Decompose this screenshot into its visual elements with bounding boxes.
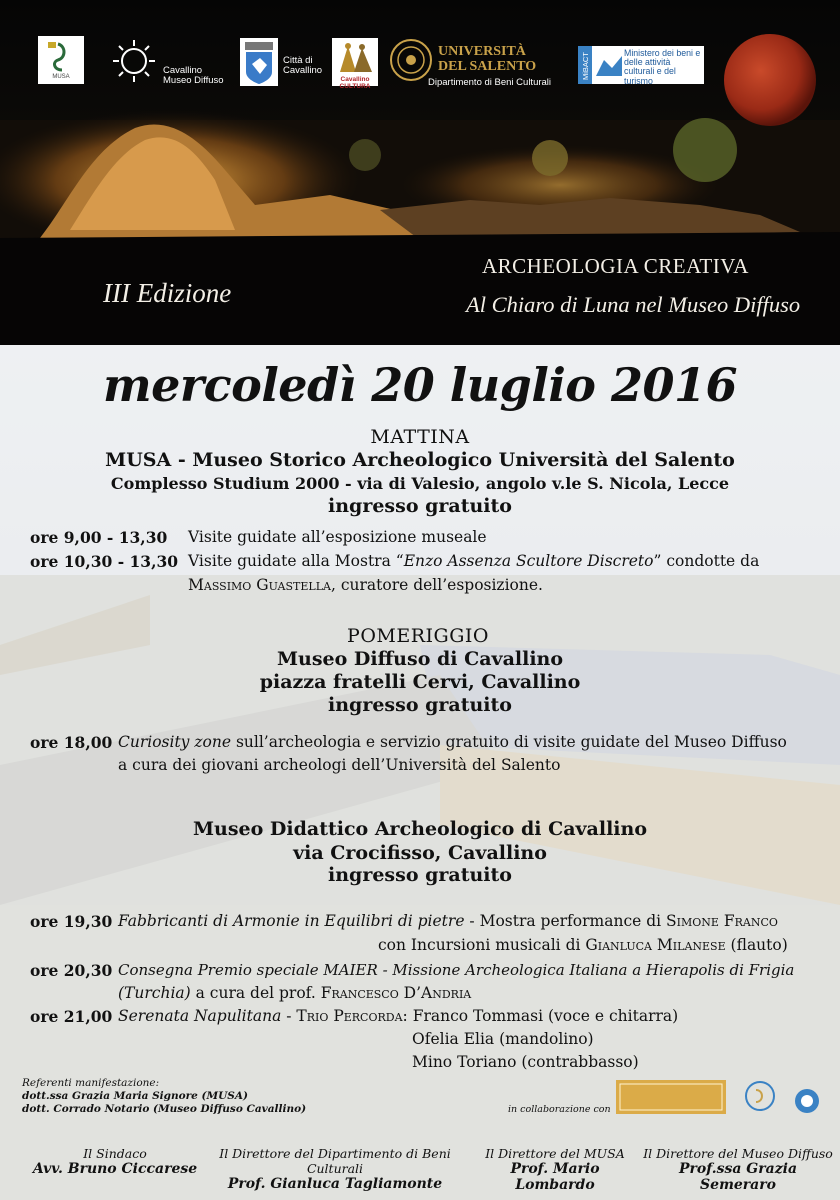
signature-direttore-dipartimento: [190, 1146, 480, 1192]
signature-role: Il Direttore del MUSA: [485, 1146, 625, 1161]
event-description-line2: a cura dei giovani archeologi dell’Università del Salento: [118, 756, 561, 774]
mibact-logo: [578, 46, 704, 84]
collaboration-label: in collaborazione con: [508, 1104, 611, 1115]
contacts-label: Referenti manifestazione:: [22, 1077, 160, 1089]
person-name: Francesco D’Andria: [320, 984, 472, 1002]
afternoon-venue: Museo Diffuso di Cavallino: [276, 648, 564, 670]
signature-direttore-museo-diffuso: [640, 1146, 836, 1193]
person-name: Trio Percorda: [296, 1007, 403, 1025]
event-description: [118, 1007, 678, 1025]
universita-seal-icon: [389, 38, 433, 82]
event-text: - Mostra performance di: [464, 912, 667, 930]
signature-role: Il Direttore del Dipartimento di Beni Culturali: [219, 1146, 451, 1176]
partner-logo-cooperativa: [744, 1080, 776, 1116]
citta-cavallino-crest: [240, 38, 278, 86]
event-description: [118, 733, 787, 751]
event-description: [188, 552, 759, 570]
event-text: con Incursioni musicali di: [378, 936, 586, 954]
series-title: ARCHEOLOGIA CREATIVA: [482, 254, 749, 278]
event-title: Fabbricanti di Armonie in Equilibri di pietre: [118, 912, 465, 930]
morning-address: Complesso Studium 2000 - via di Valesio, angolo v.le S. Nicola, Lecce: [110, 474, 730, 493]
citta-di-cavallino-label: Città di Cavallino: [283, 55, 323, 76]
cavallino-cultura-logo: [332, 38, 378, 90]
event-time: ore 18,00: [30, 733, 113, 752]
event-text: Visite guidate alla Mostra “: [188, 552, 404, 570]
exhibition-title: Enzo Assenza Scultore Discreto: [403, 552, 654, 570]
mibact-emblem-icon: [594, 50, 624, 80]
universita-name: UNIVERSITÀ DEL SALENTO: [438, 44, 537, 74]
morning-venue: MUSA - Museo Storico Archeologico Università del Salento: [105, 449, 735, 471]
signature-role: Il Direttore del Museo Diffuso: [643, 1146, 833, 1161]
musa-logo: [38, 36, 84, 84]
event-time: ore 20,30: [30, 961, 113, 980]
event-text: ” condotte da: [653, 552, 760, 570]
afternoon-address: piazza fratelli Cervi, Cavallino: [259, 671, 581, 693]
signature-name: Prof.ssa Grazia Semeraro: [678, 1161, 798, 1193]
event-time: ore 19,30: [30, 912, 113, 931]
signature-direttore-musa: [470, 1146, 640, 1193]
event-description-line2: [118, 984, 471, 1002]
event-description: [118, 912, 778, 930]
partner-logo-arvu: [616, 1080, 726, 1114]
afternoon-entry: ingresso gratuito: [328, 694, 512, 716]
event-time: ore 10,30 - 13,30: [30, 552, 179, 571]
event-text: , curatore dell’esposizione.: [330, 576, 543, 594]
person-name: Massimo Guastella: [188, 576, 331, 594]
morning-heading: MATTINA: [370, 426, 470, 448]
event-text: -: [281, 1007, 297, 1025]
event-text: sull’archeologia e servizio gratuito di visite guidate del Museo Diffuso: [231, 733, 787, 751]
contact-line: dott.ssa Grazia Maria Signore (MUSA): [22, 1090, 248, 1103]
event-title: (Turchia): [118, 984, 191, 1002]
mibact-band: [578, 46, 592, 84]
contacts-block: [22, 1077, 306, 1116]
event-time: ore 9,00 - 13,30: [30, 528, 168, 547]
event-description-line2: [378, 936, 788, 954]
edition-label: III Edizione: [103, 278, 232, 308]
museo-diffuso-sun-icon: [103, 38, 165, 84]
cultura-figures-icon: [332, 38, 378, 76]
performer-line: Ofelia Elia (mandolino): [412, 1030, 594, 1048]
person-name: Simone Franco: [666, 912, 778, 930]
header-photo: [0, 0, 840, 345]
person-name: Gianluca Milanese: [585, 936, 726, 954]
main-date-headline: mercoledì 20 luglio 2016: [102, 358, 738, 412]
series-subtitle: Al Chiaro di Luna nel Museo Diffuso: [466, 292, 801, 317]
cavallino-cultura-label: Cavallino CULTURA: [339, 76, 371, 90]
event-description: Visite guidate all’esposizione museale: [188, 528, 487, 546]
afternoon-heading: POMERIGGIO: [347, 625, 489, 647]
event-title: Curiosity zone: [118, 733, 232, 751]
performer-line: Mino Toriano (contrabbasso): [412, 1053, 639, 1071]
evening-address: via Crocifisso, Cavallino: [293, 842, 547, 864]
evening-entry: ingresso gratuito: [328, 864, 512, 886]
partner-logo-round: [792, 1086, 822, 1116]
morning-entry: ingresso gratuito: [328, 495, 512, 517]
museo-diffuso-logo-label: Cavallino Museo Diffuso: [163, 65, 224, 86]
event-title: Serenata Napulitana: [118, 1007, 282, 1025]
musa-logo-label: MUSA: [52, 74, 70, 80]
event-text: (flauto): [725, 936, 788, 954]
event-text: a cura del prof.: [190, 984, 321, 1002]
event-text: : Franco Tommasi (voce e chitarra): [402, 1007, 679, 1025]
ministero-label: Ministero dei beni e delle attività culturali e del turismo: [624, 48, 701, 86]
contact-line: dott. Corrado Notario (Museo Diffuso Cavallino): [22, 1103, 307, 1116]
mibact-abbr: MiBACT: [581, 52, 590, 80]
crest-shield-icon: [240, 38, 278, 86]
event-title: Consegna Premio speciale MAIER - Missione Archeologica Italiana a Hierapolis di Frigia: [118, 961, 795, 979]
signature-name: Prof. Gianluca Tagliamonte: [227, 1176, 443, 1192]
signature-sindaco: [30, 1146, 200, 1177]
signature-role: Il Sindaco: [83, 1146, 147, 1161]
signature-name: Prof. Mario Lombardo: [510, 1161, 600, 1193]
universita-dept-label: Dipartimento di Beni Culturali: [428, 77, 552, 88]
event-description-line2: [188, 576, 543, 594]
evening-venue: Museo Didattico Archeologico di Cavallino: [192, 818, 648, 840]
event-time: ore 21,00: [30, 1007, 113, 1026]
signature-name: Avv. Bruno Ciccarese: [32, 1161, 198, 1177]
